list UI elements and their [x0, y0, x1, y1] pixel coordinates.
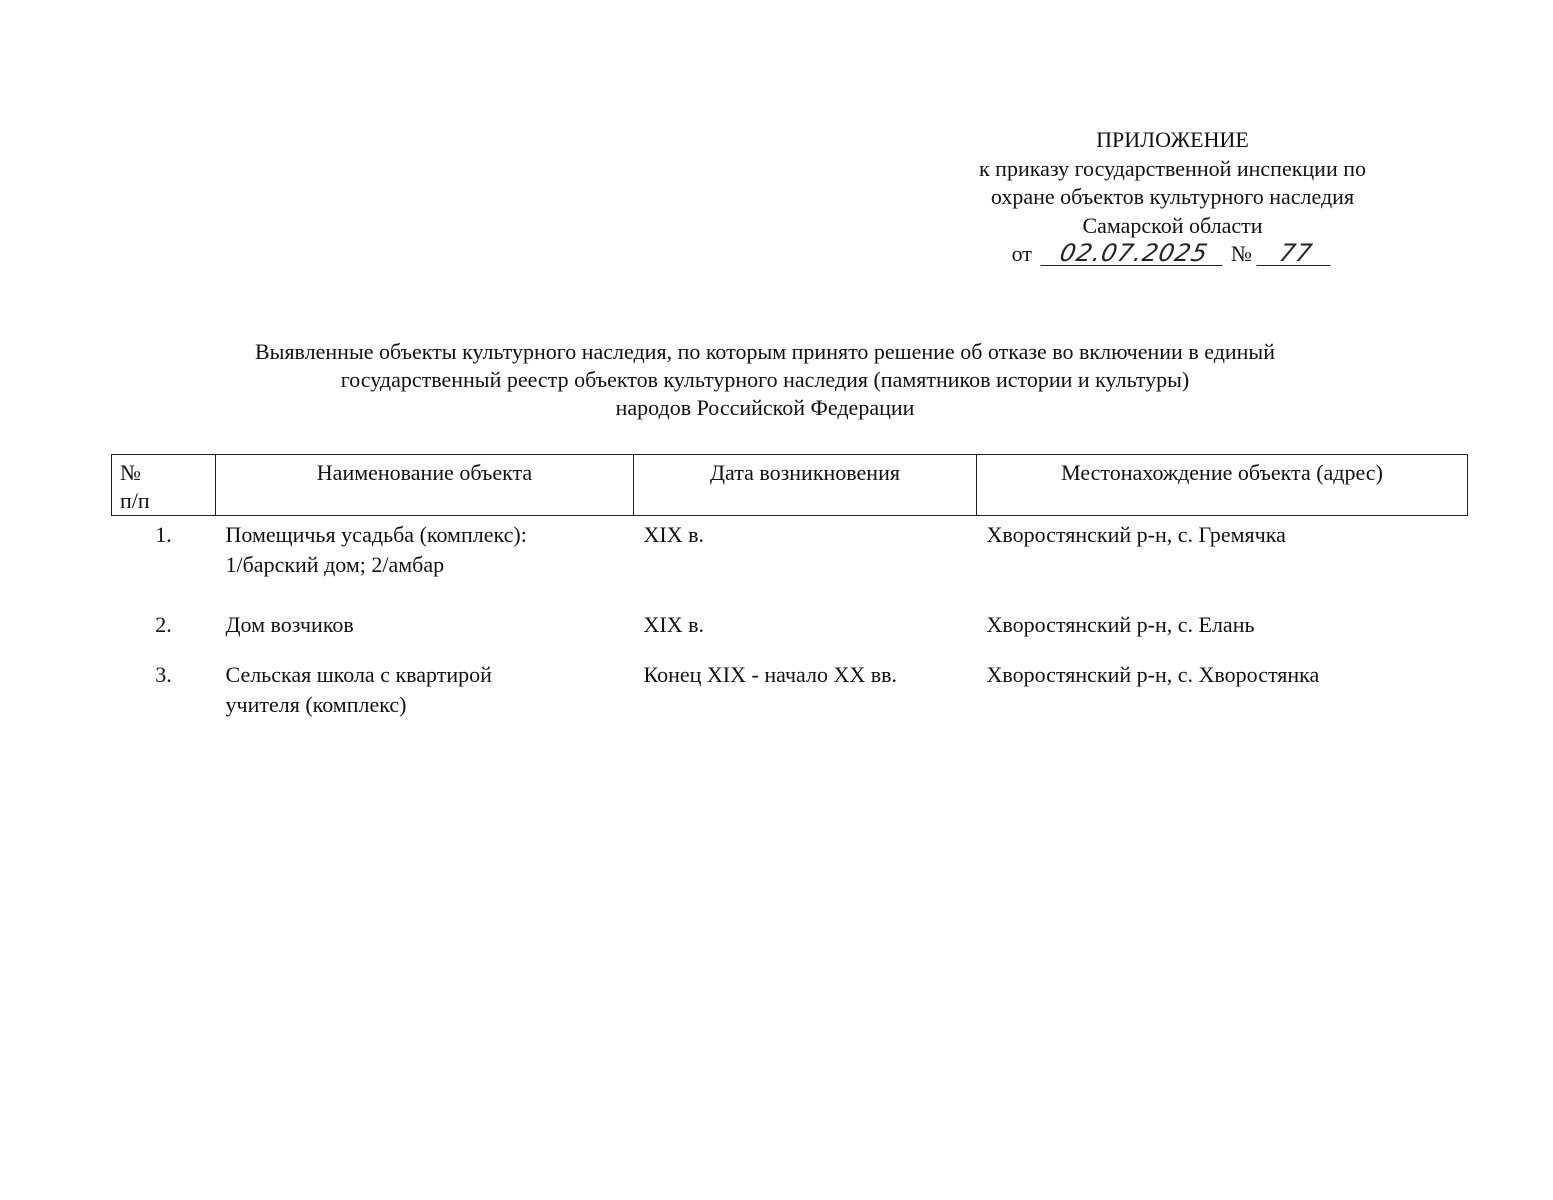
document-title	[100, 338, 1430, 422]
appendix-line-1: к приказу государственной инспекции по	[978, 155, 1366, 181]
handwritten-date: 02.07.2025	[1041, 241, 1228, 266]
row-location: Хворостянский р-н, с. Елань	[986, 612, 1255, 637]
row-date: XIX в.	[643, 522, 704, 547]
appendix-block	[900, 126, 1445, 269]
row-num: 1.	[155, 522, 172, 547]
row-name-line2: учителя (комплекс)	[225, 692, 407, 717]
header-num-line1: №	[120, 460, 141, 485]
title-line-1: Выявленные объекты культурного наследия, по которым принято решение об отказе во включении в единый	[254, 339, 1275, 364]
table-header-row	[112, 455, 1468, 516]
handwritten-number: 77	[1257, 241, 1336, 266]
row-date: XIX в.	[643, 612, 704, 637]
row-num: 3.	[155, 662, 172, 687]
row-name	[216, 606, 634, 656]
header-name: Наименование объекта	[216, 455, 634, 516]
appendix-date-line	[900, 240, 1445, 269]
header-date: Дата возникновения	[634, 455, 977, 516]
title-line-2: государственный реестр объектов культурного наследия (памятников истории и культуры)	[340, 367, 1190, 392]
objects-table	[111, 454, 1468, 720]
appendix-heading: ПРИЛОЖЕНИЕ	[1096, 127, 1249, 152]
row-name-line1: Сельская школа с квартирой	[225, 662, 492, 687]
row-name-line1: Помещичья усадьба (комплекс):	[225, 522, 527, 547]
row-date: Конец XIX - начало XX вв.	[643, 662, 898, 687]
title-line-3: народов Российской Федерации	[615, 395, 915, 420]
table-row	[112, 656, 1468, 720]
row-location: Хворостянский р-н, с. Гремячка	[986, 522, 1286, 547]
appendix-line-2: охране объектов культурного наследия	[990, 184, 1355, 209]
number-prefix: №	[1230, 241, 1252, 266]
table-row	[112, 606, 1468, 656]
row-name-line2: 1/барский дом; 2/амбар	[225, 552, 445, 577]
row-location: Хворостянский р-н, с. Хворостянка	[986, 662, 1320, 687]
row-name-line1: Дом возчиков	[225, 612, 354, 637]
row-name	[216, 656, 634, 720]
date-prefix: от	[1011, 241, 1032, 266]
row-num: 2.	[155, 612, 172, 637]
appendix-line-3: Самарской области	[1082, 212, 1263, 238]
header-location: Местонахождение объекта (адрес)	[977, 455, 1468, 516]
header-num-line2: п/п	[120, 488, 150, 513]
row-name	[216, 516, 634, 607]
table-row	[112, 516, 1468, 607]
header-num	[112, 455, 216, 516]
